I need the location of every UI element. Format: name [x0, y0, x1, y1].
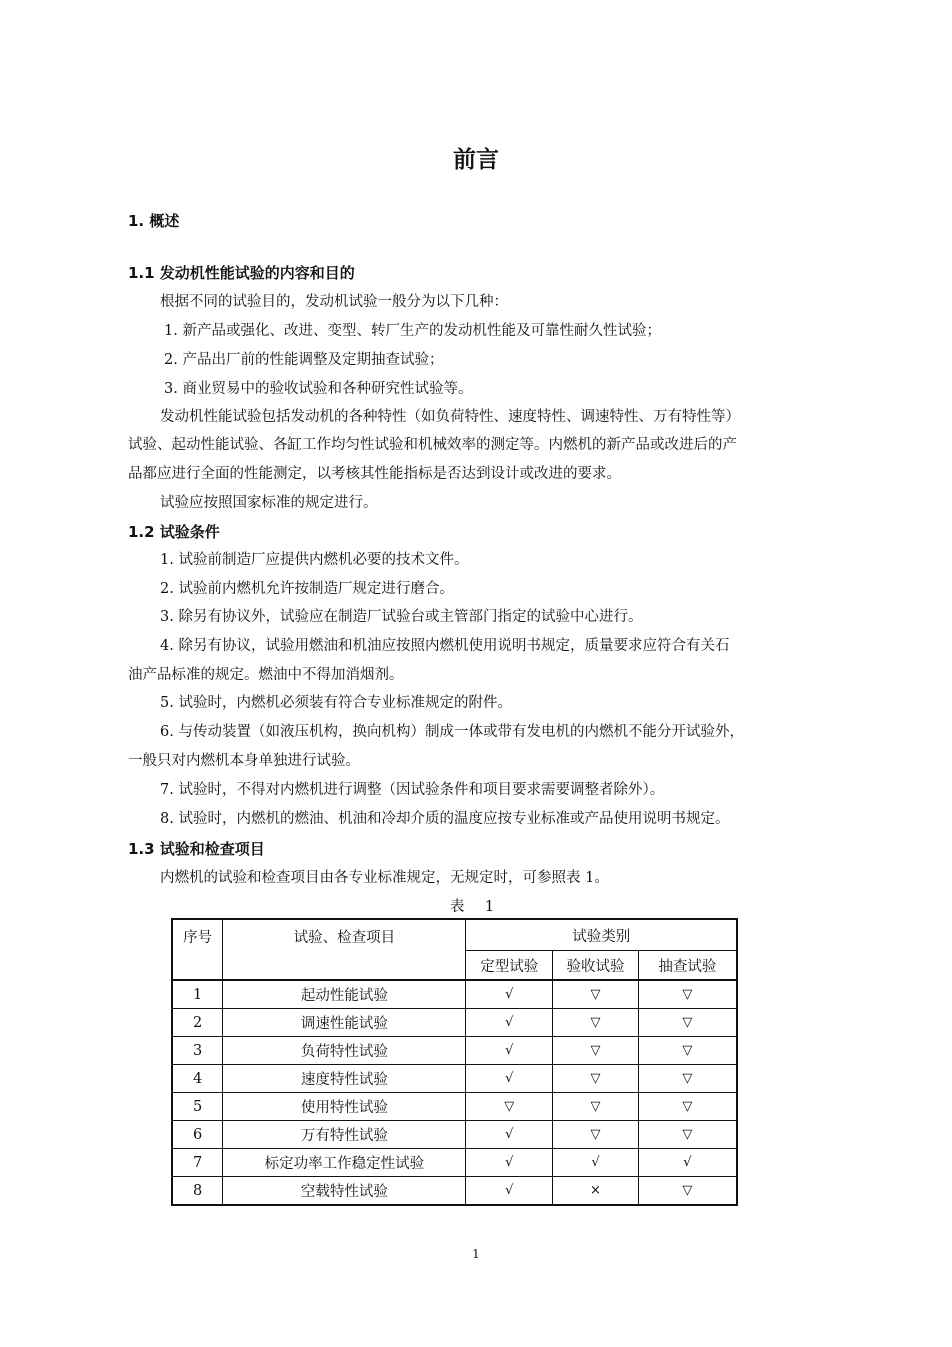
- paragraph-line: 品都应进行全面的性能测定，以考核其性能指标是否达到设计或改进的要求。: [128, 466, 621, 482]
- row-sampling: ▽: [638, 1177, 737, 1206]
- header-acceptance: 验收试验: [553, 951, 639, 981]
- row-sampling: ▽: [638, 1121, 737, 1149]
- row-acceptance: ▽: [553, 1037, 639, 1065]
- paragraph-line: 发动机性能试验包括发动机的各种特性（如负荷特性、速度特性、调速特性、万有特性等）: [160, 409, 740, 425]
- header-no: 序号: [172, 919, 223, 980]
- row-no: 5: [172, 1093, 223, 1121]
- row-acceptance: √: [553, 1149, 639, 1177]
- row-item: 万有特性试验: [223, 1121, 466, 1149]
- table-row: [172, 1121, 737, 1149]
- header-sampling: 抽查试验: [638, 951, 737, 981]
- condition-line: 7. 试验时，不得对内燃机进行调整（因试验条件和项目要求需要调整者除外）。: [160, 782, 665, 798]
- section-1-heading: 1. 概述: [128, 212, 180, 230]
- page-title: 前言: [453, 147, 499, 173]
- list-item: 2. 产品出厂前的性能调整及定期抽查试验；: [164, 352, 444, 368]
- row-sampling: √: [638, 1149, 737, 1177]
- row-acceptance: ▽: [553, 1009, 639, 1037]
- paragraph-line: 试验、起动性能试验、各缸工作均匀性试验和机械效率的测定等。内燃机的新产品或改进后的产: [128, 437, 737, 453]
- table-row: [172, 1037, 737, 1065]
- row-acceptance: ▽: [553, 1093, 639, 1121]
- row-sampling: ▽: [638, 980, 737, 1009]
- table-row: [172, 1065, 737, 1093]
- table-row: [172, 980, 737, 1009]
- condition-line: 3. 除另有协议外，试验应在制造厂试验台或主管部门指定的试验中心进行。: [160, 609, 643, 625]
- row-sampling: ▽: [638, 1093, 737, 1121]
- section-1-3-heading: 1.3 试验和检查项目: [128, 840, 265, 858]
- row-type-test: ▽: [466, 1093, 553, 1121]
- section-1-1-intro: 根据不同的试验目的，发动机试验一般分为以下几种：: [160, 294, 508, 310]
- row-no: 7: [172, 1149, 223, 1177]
- row-sampling: ▽: [638, 1009, 737, 1037]
- condition-line: 4. 除另有协议，试验用燃油和机油应按照内燃机使用说明书规定，质量要求应符合有关石: [160, 638, 730, 654]
- condition-line: 5. 试验时，内燃机必须装有符合专业标准规定的附件。: [160, 695, 512, 711]
- header-category: 试验类别: [466, 919, 737, 951]
- list-item: 1. 新产品或强化、改进、变型、转厂生产的发动机性能及可靠性耐久性试验；: [164, 323, 661, 339]
- header-item: 试验、检查项目: [223, 919, 466, 980]
- row-type-test: √: [466, 1177, 553, 1206]
- row-acceptance: ▽: [553, 1065, 639, 1093]
- table-caption: 表 1: [449, 899, 503, 915]
- row-no: 3: [172, 1037, 223, 1065]
- row-no: 1: [172, 980, 223, 1009]
- row-item: 调速性能试验: [223, 1009, 466, 1037]
- row-item: 负荷特性试验: [223, 1037, 466, 1065]
- condition-line: 2. 试验前内燃机允许按制造厂规定进行磨合。: [160, 581, 454, 597]
- table-row: [172, 1149, 737, 1177]
- row-type-test: √: [466, 1009, 553, 1037]
- condition-line: 6. 与传动装置（如液压机构，换向机构）制成一体或带有发电机的内燃机不能分开试验外，: [160, 724, 744, 740]
- row-acceptance: ▽: [553, 980, 639, 1009]
- row-no: 4: [172, 1065, 223, 1093]
- paragraph-line: 试验应按照国家标准的规定进行。: [160, 495, 378, 511]
- list-item: 3. 商业贸易中的验收试验和各种研究性试验等。: [164, 381, 473, 397]
- table-row: [172, 1009, 737, 1037]
- row-no: 2: [172, 1009, 223, 1037]
- row-no: 6: [172, 1121, 223, 1149]
- condition-line: 1. 试验前制造厂应提供内燃机必要的技术文件。: [160, 552, 469, 568]
- row-type-test: √: [466, 1149, 553, 1177]
- page-number: 1: [472, 1247, 480, 1261]
- row-type-test: √: [466, 980, 553, 1009]
- row-acceptance: ×: [553, 1177, 639, 1206]
- row-item: 使用特性试验: [223, 1093, 466, 1121]
- row-item: 速度特性试验: [223, 1065, 466, 1093]
- row-type-test: √: [466, 1121, 553, 1149]
- header-type-test: 定型试验: [466, 951, 553, 981]
- row-sampling: ▽: [638, 1065, 737, 1093]
- row-acceptance: ▽: [553, 1121, 639, 1149]
- section-1-1-heading: 1.1 发动机性能试验的内容和目的: [128, 264, 355, 282]
- condition-line: 一般只对内燃机本身单独进行试验。: [128, 753, 360, 769]
- table-row: [172, 1177, 737, 1206]
- section-1-2-heading: 1.2 试验条件: [128, 523, 220, 541]
- row-sampling: ▽: [638, 1037, 737, 1065]
- table-row: [172, 1093, 737, 1121]
- row-type-test: √: [466, 1037, 553, 1065]
- row-item: 起动性能试验: [223, 980, 466, 1009]
- row-item: 空载特性试验: [223, 1177, 466, 1206]
- condition-line: 8. 试验时，内燃机的燃油、机油和冷却介质的温度应按专业标准或产品使用说明书规定。: [160, 811, 730, 827]
- row-type-test: √: [466, 1065, 553, 1093]
- row-no: 8: [172, 1177, 223, 1206]
- test-items-table: [171, 918, 738, 1206]
- condition-line: 油产品标准的规定。燃油中不得加消烟剂。: [128, 667, 404, 683]
- row-item: 标定功率工作稳定性试验: [223, 1149, 466, 1177]
- section-1-3-intro: 内燃机的试验和检查项目由各专业标准规定，无规定时，可参照表 1。: [160, 870, 609, 886]
